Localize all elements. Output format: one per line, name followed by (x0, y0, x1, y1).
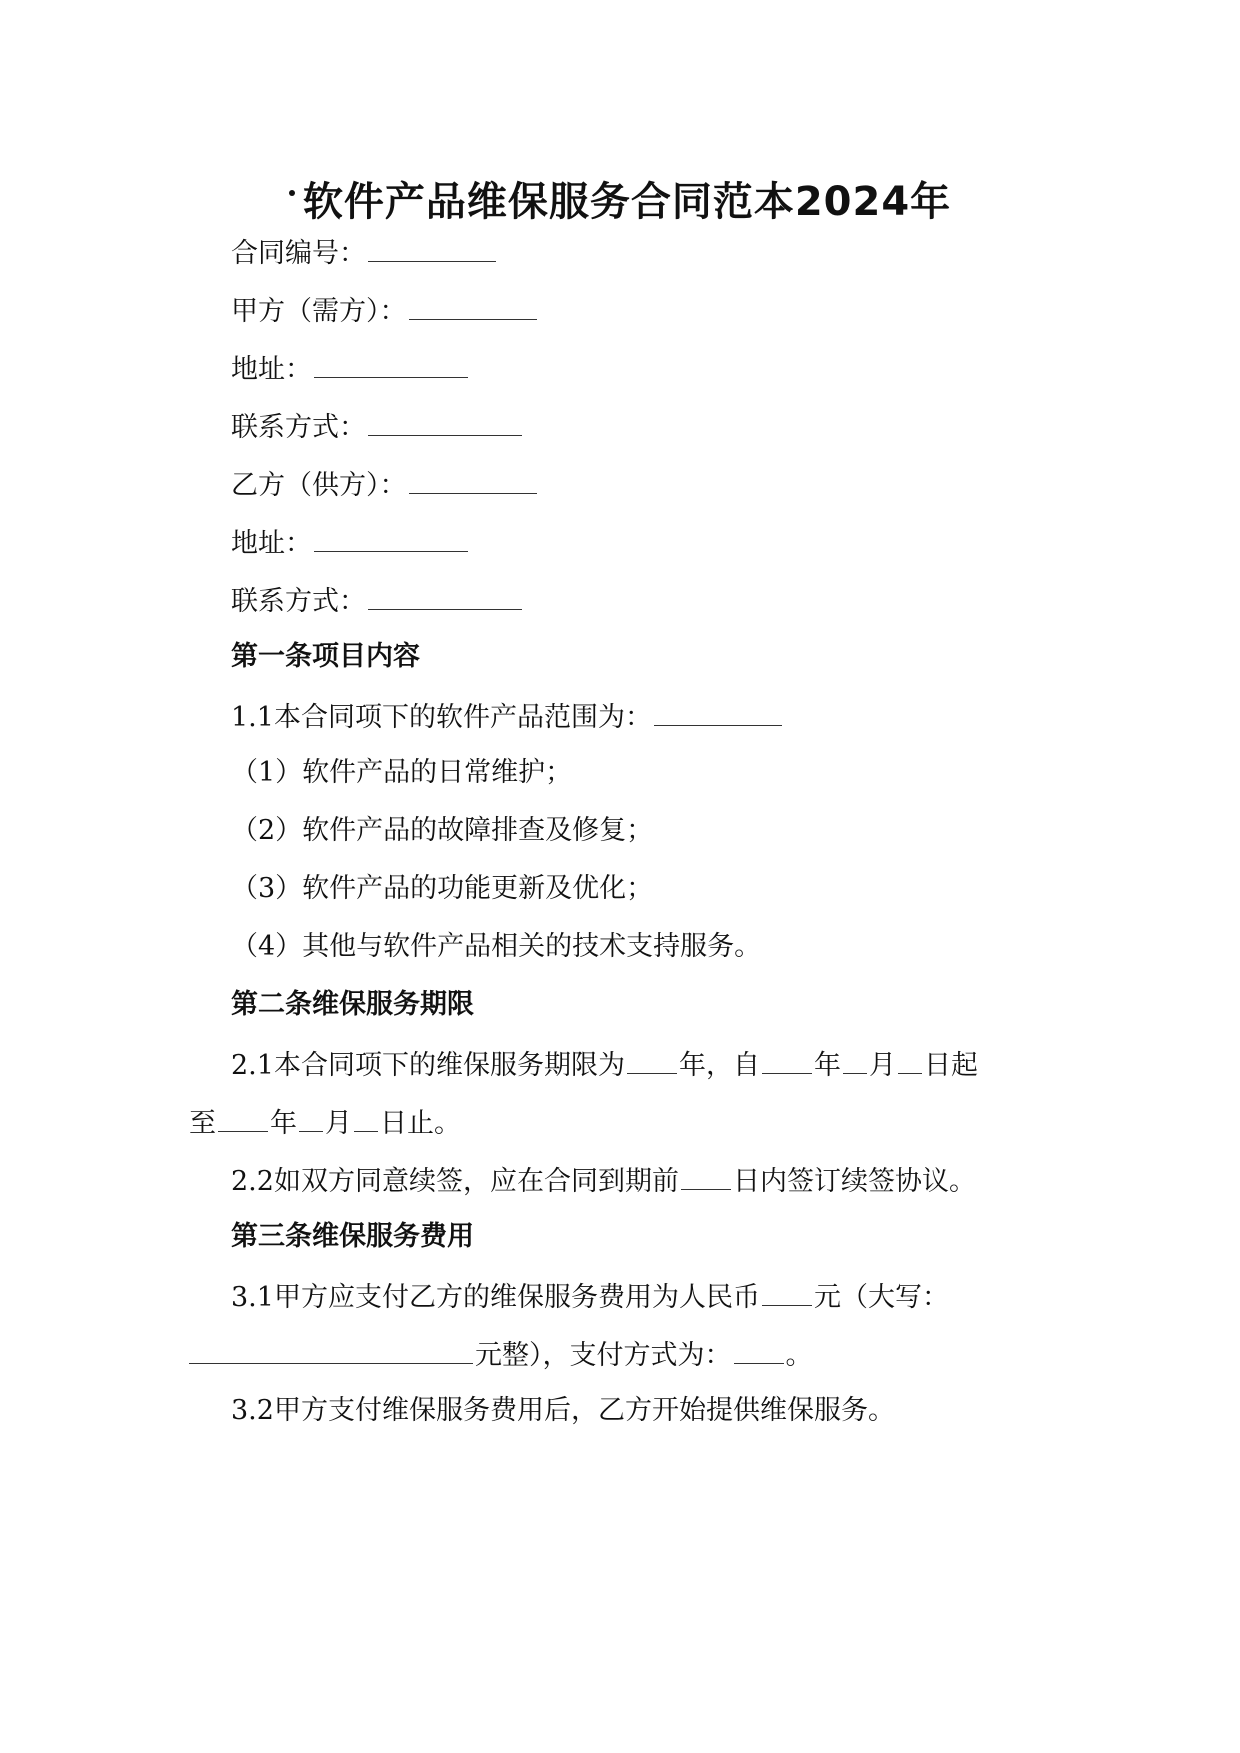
field-label: 地址： (231, 354, 312, 385)
fill-blank[interactable] (314, 347, 468, 378)
field-party-a-address (231, 347, 470, 390)
fill-blank[interactable] (368, 405, 522, 436)
clause-text: 2.2如双方同意续签，应在合同到期前 (231, 1166, 679, 1197)
section-heading-2: 第二条维保服务期限 (231, 989, 474, 1020)
list-item: （2）软件产品的故障排查及修复； (231, 815, 654, 846)
clause-2-2 (231, 1159, 976, 1202)
document-title-text: 软件产品维保服务合同范本2024年 (302, 179, 952, 225)
fill-blank[interactable] (681, 1159, 731, 1190)
clause-1-1 (231, 695, 784, 738)
clause-text: 1.1本合同项下的软件产品范围为： (231, 702, 652, 733)
clause-text: 年，自 (678, 1050, 760, 1081)
list-item: （1）软件产品的日常维护； (231, 757, 573, 788)
field-label: 联系方式： (231, 586, 366, 617)
fill-blank[interactable] (409, 289, 537, 320)
clause-text: 元整），支付方式为： (475, 1340, 732, 1371)
field-label: 地址： (231, 528, 312, 559)
clause-text: 3.1甲方应支付乙方的维保服务费用为人民币 (231, 1282, 760, 1313)
field-label: 甲方（需方）： (231, 296, 407, 327)
field-party-b-contact (231, 579, 524, 622)
field-label: 合同编号： (231, 238, 366, 269)
clause-3-2: 3.2甲方支付维保服务费用后，乙方开始提供维保服务。 (231, 1395, 895, 1426)
fill-blank[interactable] (314, 521, 468, 552)
clause-text: 日止。 (380, 1108, 461, 1139)
clause-text: 。 (785, 1340, 813, 1371)
clause-text: 年 (270, 1108, 297, 1139)
list-item: （3）软件产品的功能更新及优化； (231, 873, 654, 904)
fill-blank[interactable] (299, 1101, 323, 1132)
clause-3-1-cont (189, 1333, 813, 1376)
field-contract-number (231, 231, 498, 274)
fill-blank[interactable] (368, 579, 522, 610)
field-label: 联系方式： (231, 412, 366, 443)
bullet-dot (289, 190, 295, 196)
clause-2-1 (231, 1043, 978, 1086)
section-heading-3: 第三条维保服务费用 (231, 1221, 474, 1252)
fill-blank[interactable] (898, 1043, 922, 1074)
section-heading-1: 第一条项目内容 (231, 641, 420, 672)
clause-text: 2.1本合同项下的维保服务期限为 (231, 1050, 625, 1081)
field-party-a-contact (231, 405, 524, 448)
clause-text: 月 (325, 1108, 352, 1139)
fill-blank[interactable] (762, 1043, 812, 1074)
clause-text: 月 (868, 1050, 896, 1081)
fill-blank[interactable] (734, 1333, 784, 1364)
fill-blank[interactable] (189, 1333, 473, 1364)
field-party-a (231, 289, 539, 332)
clause-3-1 (231, 1275, 949, 1318)
fill-blank[interactable] (627, 1043, 677, 1074)
clause-text: 至 (189, 1108, 216, 1139)
field-label: 乙方（供方）： (231, 470, 407, 501)
clause-text: 年 (813, 1050, 841, 1081)
field-party-b-address (231, 521, 470, 564)
clause-text: 日内签订续签协议。 (732, 1166, 976, 1197)
fill-blank[interactable] (654, 695, 782, 726)
fill-blank[interactable] (762, 1275, 812, 1306)
fill-blank[interactable] (409, 463, 537, 494)
clause-2-1-cont (189, 1101, 461, 1144)
list-item: （4）其他与软件产品相关的技术支持服务。 (231, 931, 762, 962)
clause-text: 日起 (923, 1050, 978, 1081)
fill-blank[interactable] (368, 231, 496, 262)
clause-text: 元（大写： (813, 1282, 949, 1313)
field-party-b (231, 463, 539, 506)
fill-blank[interactable] (218, 1101, 268, 1132)
document-title (0, 176, 1240, 228)
fill-blank[interactable] (354, 1101, 378, 1132)
fill-blank[interactable] (843, 1043, 867, 1074)
